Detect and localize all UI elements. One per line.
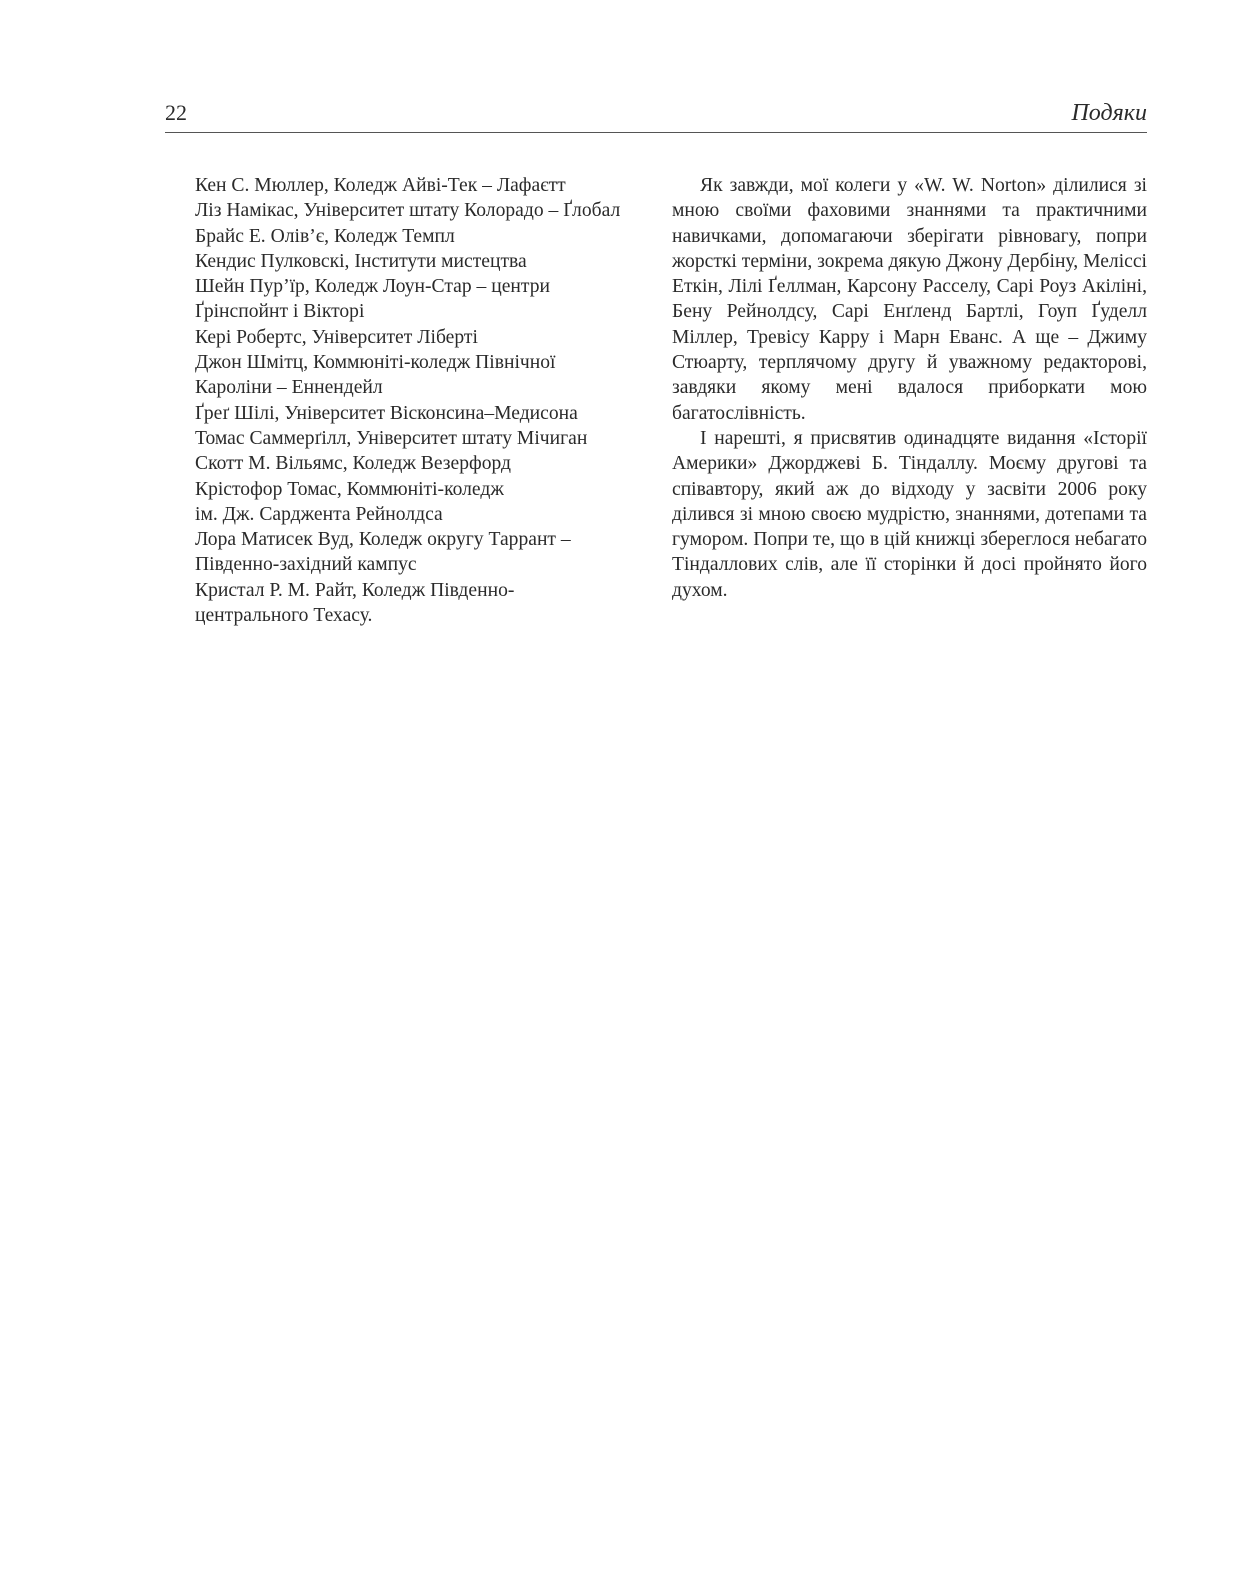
list-item: ім. Дж. Сарджента Рейнолдса — [195, 503, 443, 525]
list-item: Ґрінспойнт і Вікторі — [195, 301, 365, 323]
paragraph-norton-colleagues: Як завжди, мої колеги у «W. W. Norton» ділилися зі мною своїми фаховими знаннями та практичними навичками, допомагаючи зберігати рівновагу, попри жорсткі терміни, зокрема дякую Джону Дербіну, Мелісcі Еткін, Лілі Ґеллман, Карсону Расселу, Сарі Роуз Акіліні, Бену Рейнолдсу, Сарі Енґленд Бартлі, Гоуп Ґуделл Міллер, Тревісу Карру і Марн Еванс. А ще – Джиму Стюарту, терплячому другу й уважному редакторові, завдяки якому мені вдалося приборкати мою багатослівність. — [672, 175, 1147, 424]
acknowledgement-text — [672, 173, 1147, 603]
list-item: Кендис Пулковскі, Інститути мистецтва — [195, 250, 527, 272]
list-item: Ґреґ Шілі, Університет Вісконсина–Медисона — [195, 402, 578, 424]
list-item: Томас Саммерґілл, Університет штату Мічиган — [195, 427, 588, 449]
list-item: Крістофор Томас, Коммюніті-коледж — [195, 478, 504, 500]
list-item: Скотт М. Вільямс, Коледж Везерфорд — [195, 453, 511, 475]
list-item: Лора Матисек Вуд, Коледж округу Таррант – — [195, 529, 571, 551]
list-item: Південно-західний кампус — [195, 554, 417, 576]
list-item: Кен С. Мюллер, Коледж Айві-Тек – Лафаєтт — [195, 175, 566, 196]
page-header — [165, 100, 1147, 133]
paragraph-dedication: І нарешті, я присвятив одинадцяте видання «Історії Америки» Джорджеві Б. Тіндаллу. Моєму другові та співавтору, який аж до відходу у засвіти 2006 року ділився зі мною своєю мудрістю, знаннями, дотепами та гумором. Попри те, що в цій книжці збереглося небагато Тіндаллових слів, але її сторінки й досі пройнято його духом. — [672, 427, 1147, 601]
running-title: Подяки — [1071, 100, 1147, 126]
list-item: Кристал Р. М. Райт, Коледж Південно- — [195, 579, 515, 601]
list-item: Джон Шмітц, Коммюніті-коледж Північної — [195, 352, 556, 374]
list-item: Ліз Намікас, Університет штату Колорадо – Ґлобал — [195, 200, 621, 222]
page-number: 22 — [165, 100, 187, 125]
list-item: Брайс Е. Олів’є, Коледж Темпл — [195, 225, 455, 247]
list-item: Кароліни – Еннендейл — [195, 377, 383, 399]
list-item: Шейн Пур’їр, Коледж Лоун-Стар – центри — [195, 276, 551, 298]
reviewers-list — [195, 173, 655, 628]
list-item: Кері Робертс, Університет Ліберті — [195, 326, 478, 348]
list-item: центрального Техасу. — [195, 605, 373, 627]
